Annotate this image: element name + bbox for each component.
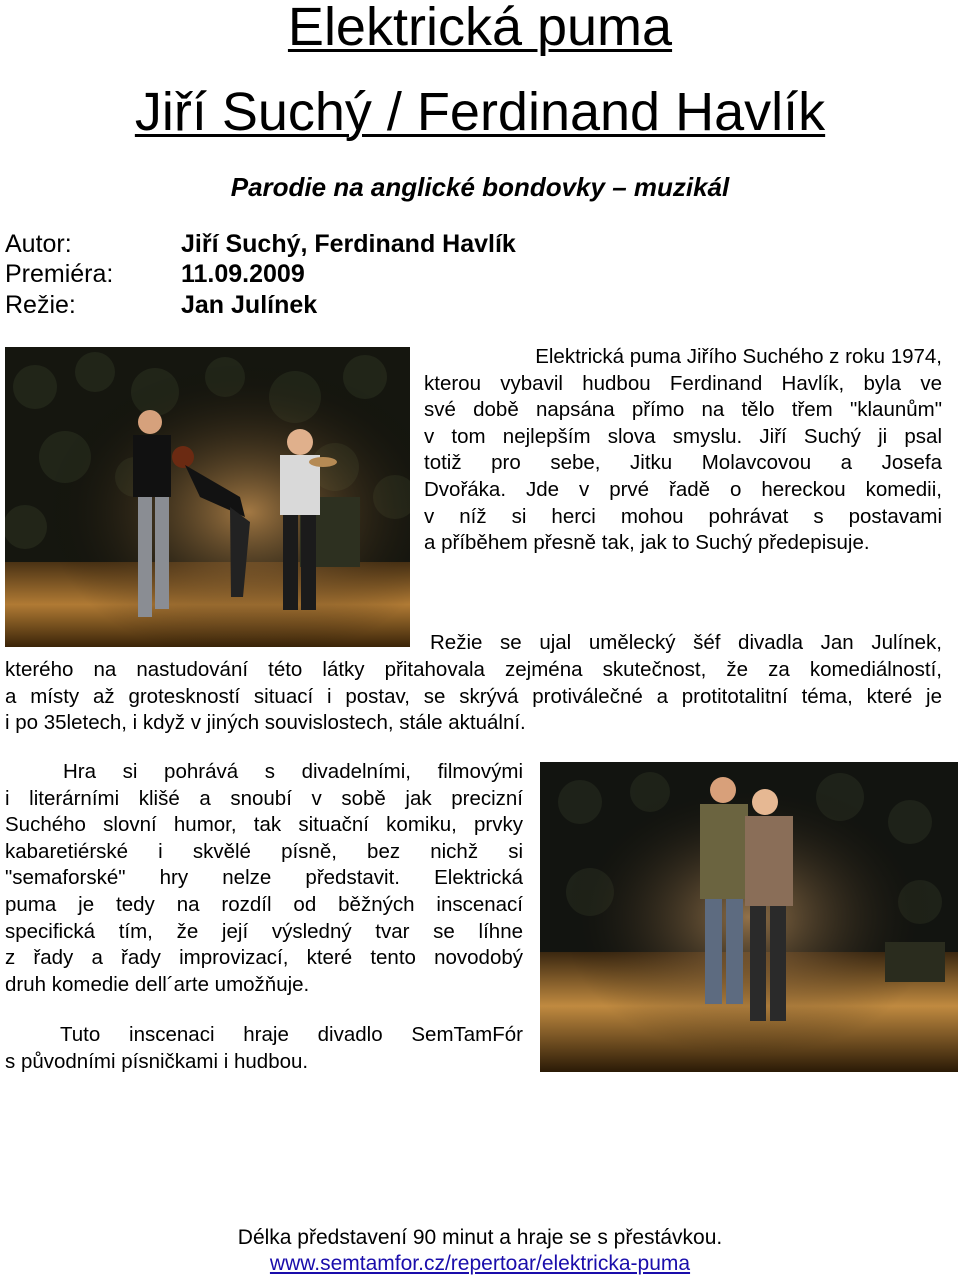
text-line: i po 35letech, i když v jiných souvislostech, stále aktuální. — [5, 711, 526, 735]
text-line: i literárními klišé a snoubí v sobě jak precizní — [5, 786, 523, 810]
paragraph-intro — [424, 344, 942, 557]
text-line: druh komedie dell´arte umožňuje. — [5, 972, 310, 996]
text-line: totiž pro sebe, Jitku Molavcovou a Josefa — [424, 451, 942, 475]
text-line: Režie se ujal umělecký šéf divadla Jan Julínek, — [430, 631, 942, 654]
page-title: Elektrická puma — [287, 0, 673, 57]
genre-subtitle: Parodie na anglické bondovky – muzikál — [230, 172, 730, 202]
text-line: Elektrická puma Jiřího Suchého z roku 1974, — [535, 345, 942, 368]
text-line: a příběhem přesně tak, jak to Suchý předepisuje. — [424, 531, 870, 555]
paragraph-director-first-line — [430, 630, 942, 657]
text-line: a místy až groteskností situací i postav, se skrývá protiválečné a protitotalitní téma, které je — [5, 684, 942, 708]
text-line: puma je tedy na rozdíl od běžných inscenací — [5, 892, 523, 916]
meta-label: Premiéra: — [5, 260, 114, 288]
meta-row-premiere — [5, 262, 305, 287]
authors-title: Jiří Suchý / Ferdinand Havlík — [134, 82, 826, 142]
paragraph-play — [5, 759, 523, 998]
meta-label: Režie: — [5, 291, 76, 319]
text-line: Dvořáka. Jde v prvé řadě o hereckou komedii, — [424, 477, 942, 501]
stage-photo-1 — [5, 347, 410, 647]
stage-photo-1-image — [5, 347, 410, 647]
paragraph-theatre — [5, 1022, 523, 1075]
repertoire-link[interactable]: www.semtamfor.cz/repertoar/elektricka-puma — [269, 1252, 691, 1275]
text-line: své době napsána přímo na tělo třem "klaunům" — [424, 398, 942, 422]
text-line: kterou vybavil hudbou Ferdinand Havlík, byla ve — [424, 371, 942, 395]
text-line: s původními písničkami i hudbou. — [5, 1049, 309, 1073]
text-line: kabaretiérské i skvělé písně, bez nichž si — [5, 839, 523, 863]
text-line: z řady a řady improvizací, které tento novodobý — [5, 946, 523, 970]
paragraph-director — [5, 657, 942, 737]
meta-value: Jan Julínek — [181, 291, 318, 319]
text-line: v níž si herci mohou pohrávat s postavami — [424, 504, 942, 528]
text-line: Hra si pohrává s divadelními, filmovými — [63, 760, 523, 783]
text-line: Suchého slovní humor, tak situační komiku, prvky — [5, 813, 523, 837]
text-line: kterého na nastudování této látky přitahovala zejména skutečnost, že za komediálností, — [5, 658, 942, 681]
text-line: specifická tím, že její výsledný tvar se líhne — [5, 919, 523, 943]
meta-value: 11.09.2009 — [181, 260, 305, 288]
stage-photo-2-image — [540, 762, 958, 1072]
text-line: v tom nejlepším slova smyslu. Jiří Suchý ji psal — [424, 424, 942, 448]
text-line: Tuto inscenaci hraje divadlo SemTamFór — [60, 1023, 523, 1046]
text-line: "semaforské" hry nelze představit. Elektrická — [5, 866, 523, 890]
meta-row-director — [5, 293, 317, 318]
footer-duration: Délka představení 90 minut a hraje se s přestávkou. — [237, 1226, 723, 1249]
meta-label: Autor: — [5, 230, 72, 258]
meta-value: Jiří Suchý, Ferdinand Havlík — [181, 230, 516, 258]
stage-photo-2 — [540, 762, 958, 1072]
meta-row-author — [5, 232, 516, 257]
